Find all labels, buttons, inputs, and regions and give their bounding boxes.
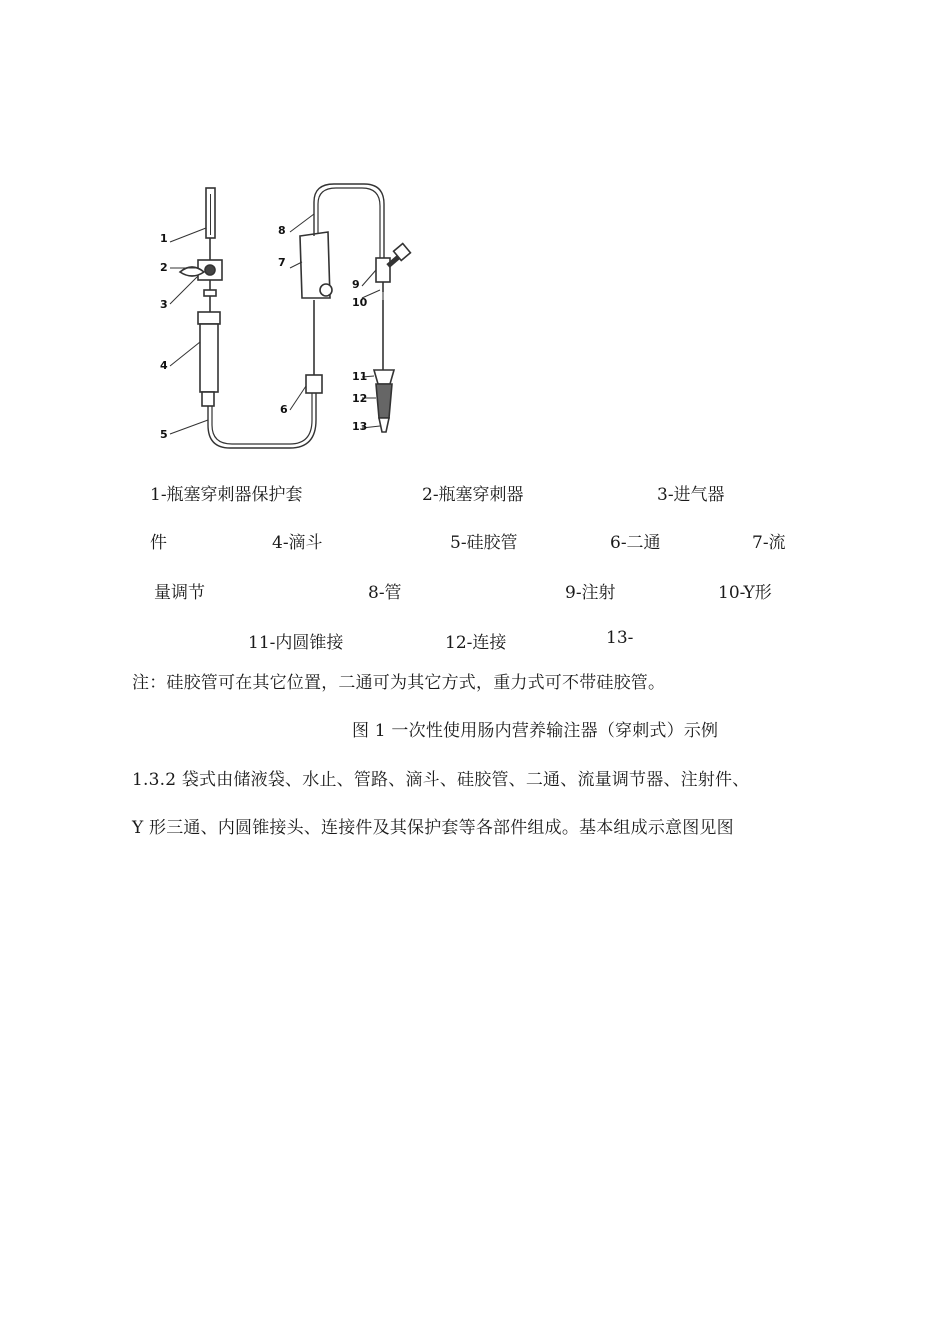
legend-item: 12-连接 <box>445 633 507 653</box>
legend-item: 6-二通 <box>610 533 661 553</box>
callout-12: 12 <box>352 392 368 405</box>
callout-2: 2 <box>160 261 168 274</box>
legend-item: 5-硅胶管 <box>450 533 518 553</box>
legend-item: 11-内圆锥接 <box>248 633 344 653</box>
callout-11: 11 <box>352 370 368 383</box>
legend-item: 件 <box>150 533 167 553</box>
body-paragraph-line: 1.3.2 袋式由储液袋、水止、管路、滴斗、硅胶管、二通、流量调节器、注射件、 <box>132 770 750 790</box>
legend-row-clipped <box>140 576 820 603</box>
callout-7: 7 <box>278 256 286 269</box>
silicone-tube-path <box>208 392 316 448</box>
legend-item: 4-滴斗 <box>272 533 323 553</box>
y-site-shape <box>376 258 390 282</box>
legend-item: 7-流 <box>752 533 786 553</box>
callout-5: 5 <box>160 428 168 441</box>
figure-note: 注：硅胶管可在其它位置，二通可为其它方式，重力式可不带硅胶管。 <box>132 673 666 693</box>
legend-item: 13- <box>606 628 634 648</box>
legend-item: 3-进气器 <box>657 485 725 505</box>
legend-item: 8-管 <box>368 583 402 603</box>
luer-connector-shape <box>374 370 394 384</box>
infusion-set-drawing <box>140 180 430 450</box>
connector-shape <box>376 384 392 418</box>
body-paragraph-line: Y 形三通、内圆锥接头、连接件及其保护套等各部件组成。基本组成示意图见图 <box>132 818 734 838</box>
figure-caption: 图 1 一次性使用肠内营养输注器（穿刺式）示例 <box>352 721 719 741</box>
callout-10: 10 <box>352 296 368 309</box>
infusion-set-diagram <box>140 180 430 450</box>
callout-3: 3 <box>160 298 168 311</box>
callout-4: 4 <box>160 359 168 372</box>
callout-6: 6 <box>280 403 288 416</box>
legend-item: 9-注射 <box>565 583 616 603</box>
two-way-connector-shape <box>306 375 322 393</box>
callout-8: 8 <box>278 224 286 237</box>
callout-13: 13 <box>352 420 368 433</box>
legend-row-clipped <box>240 626 660 653</box>
legend-item: 10-Y形 <box>718 583 772 603</box>
legend-item: 量调节 <box>154 583 205 603</box>
legend-item: 2-瓶塞穿刺器 <box>422 485 524 505</box>
legend-item: 1-瓶塞穿刺器保护套 <box>150 485 303 505</box>
callout-9: 9 <box>352 278 360 291</box>
drip-chamber-shape <box>200 324 218 392</box>
protector-cap-shape <box>379 418 389 432</box>
callout-1: 1 <box>160 232 168 245</box>
